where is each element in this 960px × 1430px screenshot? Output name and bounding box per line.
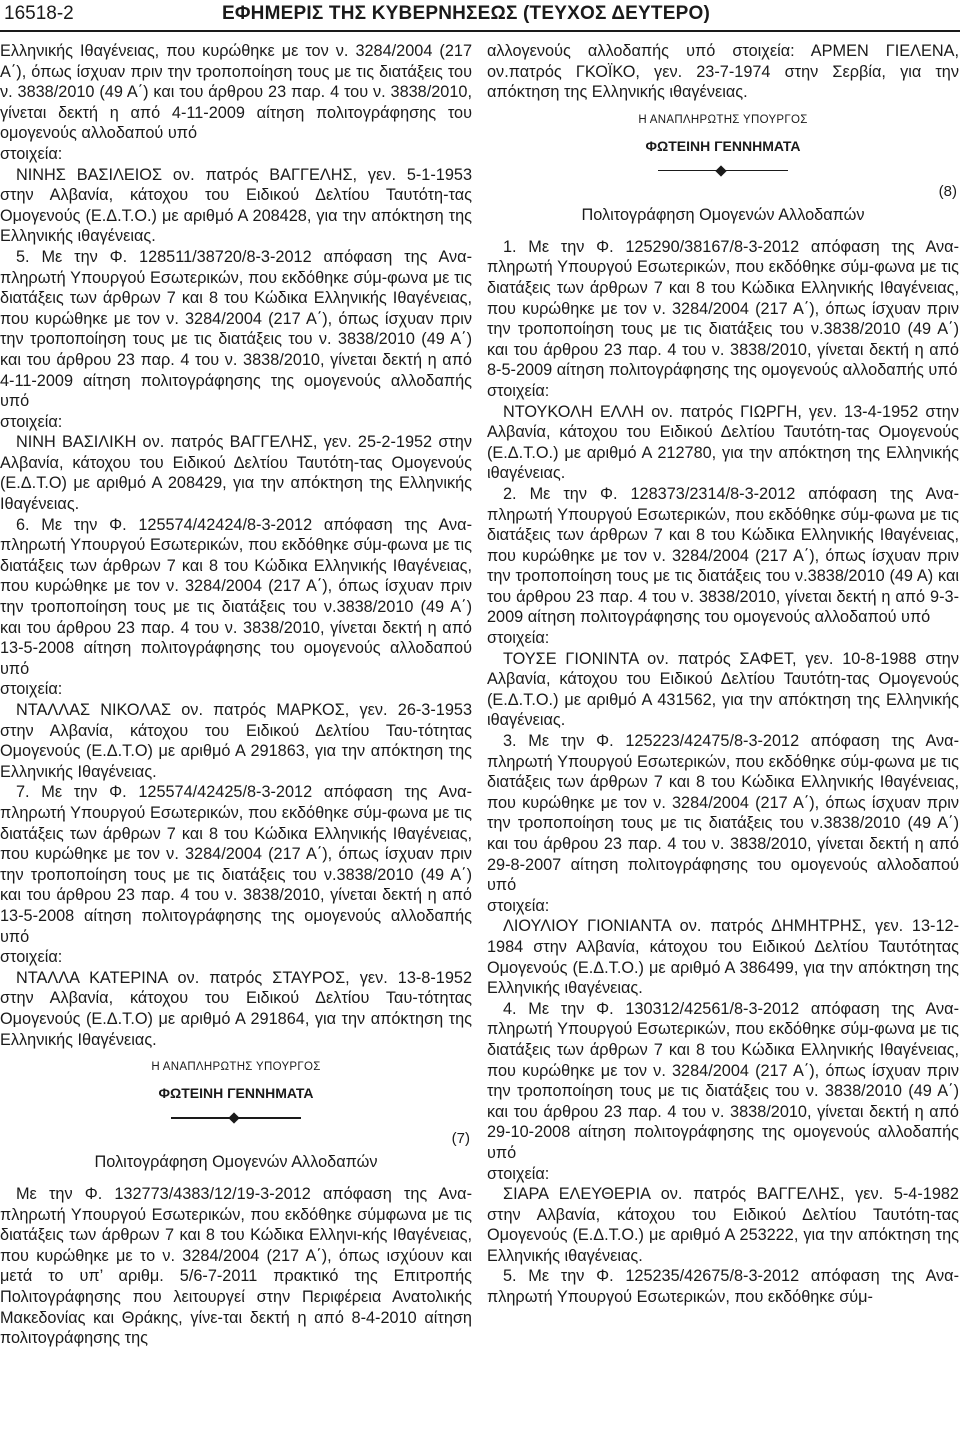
paragraph-label: στοιχεία: (487, 629, 550, 648)
person-entry: ΣΙΑΡΑ ΕΛΕΥΘΕΡΙΑ ον. πατρός ΒΑΓΓΕΛΗΣ, γεν. 5-4-1982 στην Αλβανία, κάτοχου του Ειδικού Δελτίου Ταυτότη-τας Ομογενούς (Ε.Δ.Τ.Ο.) με αριθμό Α 253222, για την απόκτηση της Ελληνικής ιθαγένειας. (487, 1185, 959, 1265)
section-heading (0, 1130, 472, 1174)
paragraph-decision-2: 2. Με την Φ. 128373/2314/8-3-2012 απόφαση της Ανα-πληρωτή Υπουργού Εσωτερικών, που εκδόθηκε σύμ-φωνα με τις διατάξεις των άρθρων 7 και 8 του Κώδικα Ελληνικής Ιθαγένειας, που κυρώθηκε με τον ν. 3284/2004 (217 Α΄), όπως ίσχυαν πριν την τροποποίηση τους με τις διατάξεις του ν.3838/2010 (49 Α) και του άρθρου 23 παρ. 4 του ν. 3838/2010, γίνεται δεκτή η από 9-3-2009 αίτηση πολιτογράφησης του ομογενούς αλλοδαπού υπό (487, 484, 959, 627)
signature-block (487, 113, 959, 177)
person-entry: ΝΙΝΗ ΒΑΣΙΛΙΚΗ ον. πατρός ΒΑΓΓΕΛΗΣ, γεν. 25-2-1952 στην Αλβανία, κάτοχου του Ειδικού Δελτίου Ταυτότη-τας Ομογενούς (Ε.Δ.Τ.Ο) με αριθμό Α 208429, για την απόκτηση της Ελληνικής Ιθαγένειας. (0, 433, 472, 514)
paragraph-decision-5: 5. Με την Φ. 125235/42675/8-3-2012 απόφαση της Ανα-πληρωτή Υπουργού Εσωτερικών, που εκδόθηκε σύμ- (487, 1267, 959, 1307)
paragraph-decision-6: 6. Με την Φ. 125574/42424/8-3-2012 απόφαση της Ανα-πληρωτή Υπουργού Εσωτερικών, που εκδόθηκε σύμ-φωνα με τις διατάξεις των άρθρων 7 και 8 του Κώδικα Ελληνικής Ιθαγένειας, που κυρώθηκε με τον ν. 3284/2004 (217 Α΄), όπως ίσχυαν πριν την τροποποίηση τους με τις διατάξεις του ν.3838/2010 (49 Α΄) και του άρθρου 23 παρ. 4 του ν. 3838/2010, γίνεται δεκτή η από 13-5-2008 αίτηση πολιτογράφησης του ομογενούς αλλοδαπού υπό (0, 515, 472, 678)
paragraph-intro: Ελληνικής Ιθαγένειας, που κυρώθηκε με τον ν. 3284/2004 (217 Α΄), όπως ίσχυαν πριν την τροποποίηση τους με τις διατάξεις του ν. 3838/2010 (49 Α΄) και του άρθρου 23 παρ. 4 του ν. 3838/2010, γίνεται δεκτή η από 4-11-2009 αίτηση πολιτογράφησης του ομογενούς αλλοδαπού υπό (0, 42, 472, 143)
person-entry: ΝΤΑΛΛΑΣ ΝΙΚΟΛΑΣ ον. πατρός ΜΑΡΚΟΣ, γεν. 26-3-1953 στην Αλβανία, κάτοχου του Ειδικού Δελτίου Ταυ-τότητας Ομογενούς (Ε.Δ.Τ.Ο) με αριθμό Α 291863, για την απόκτηση της Ελληνικής Ιθαγένειας. (0, 701, 472, 781)
signatory-role: Η ΑΝΑΠΛΗΡΩΤΗΣ ΥΠΟΥΡΓΟΣ (638, 113, 808, 126)
gazette-title: ΕΦΗΜΕΡΙΣ ΤΗΣ ΚΥΒΕΡΝΗΣΕΩΣ (ΤΕΥΧΟΣ ΔΕΥΤΕΡΟ) (222, 3, 710, 24)
diamond-icon (715, 165, 726, 176)
header-rule (0, 30, 960, 32)
section-separator (658, 165, 788, 177)
person-entry: ΝΤΑΛΛΑ ΚΑΤΕΡΙΝΑ ον. πατρός ΣΤΑΥΡΟΣ, γεν. 13-8-1952 στην Αλβανία, κάτοχου του Ειδικού Δελτίου Ταυ-τότητας Ομογενούς (Ε.Δ.Τ.Ο) με αριθμό Α 291864, για την απόκτηση της Ελληνικής Ιθαγένειας. (0, 968, 472, 1049)
paragraph-decision-7: 7. Με την Φ. 125574/42425/8-3-2012 απόφαση της Ανα-πληρωτή Υπουργού Εσωτερικών, που εκδόθηκε σύμ-φωνα με τις διατάξεις των άρθρων 7 και 8 του Κώδικα Ελληνικής Ιθαγένειας, που κυρώθηκε με τον ν. 3284/2004 (217 Α΄), όπως ίσχυαν πριν την τροποποίηση τους με τις διατάξεις του ν.3838/2010 (49 Α΄) και του άρθρου 23 παρ. 4 του ν. 3838/2010, γίνεται δεκτή η από 13-5-2008 αίτηση πολιτογράφησης της ομογενούς αλλοδαπής υπό (0, 783, 472, 946)
person-entry: ΝΤΟΥΚΟΛΗ ΕΛΛΗ ον. πατρός ΓΙΩΡΓΗ, γεν. 13-4-1952 στην Αλβανία, κάτοχου του Ειδικού Δελτίου Ταυτότη-τας Ομογενούς (Ε.Δ.Τ.Ο.) με αριθμό Α 212780, για την απόκτηση της Ελληνικής ιθαγένειας. (487, 402, 959, 483)
signatory-role: Η ΑΝΑΠΛΗΡΩΤΗΣ ΥΠΟΥΡΓΟΣ (151, 1061, 321, 1074)
right-column (487, 41, 959, 1308)
paragraph-decision-1: 1. Με την Φ. 125290/38167/8-3-2012 απόφαση της Ανα-πληρωτή Υπουργού Εσωτερικών, που εκδόθηκε σύμ-φωνα με τις διατάξεις των άρθρων 7 και 8 του Κώδικα Ελληνικής Ιθαγένειας, που κυρώθηκε με τον ν. 3284/2004 (217 Α΄), όπως ίσχυαν πριν την τροποποίηση τους με τις διατάξεις του ν.3838/2010 (49 Α΄) και του άρθρου 23 παρ. 4 του ν. 3838/2010, γίνεται δεκτή η από 8-5-2009 αίτηση πολιτογράφησης της ομογενούς αλλοδαπής υπό (487, 237, 959, 380)
paragraph-label: στοιχεία: (0, 948, 63, 967)
section-number: (7) (451, 1130, 470, 1148)
section-number: (8) (938, 182, 957, 200)
diamond-icon (228, 1112, 239, 1123)
signatory-name: ΦΩΤΕΙΝΗ ΓΕΝΝΗΜΑΤΑ (645, 137, 801, 154)
section-title: Πολιτογράφηση Ομογενών Αλλοδαπών (581, 205, 865, 224)
paragraph-label: στοιχεία: (487, 381, 550, 400)
paragraph-label: στοιχεία: (0, 680, 63, 699)
paragraph-continuation: αλλογενούς αλλοδαπής υπό στοιχεία: ΑΡΜΕΝ ΓΙΕΛΕΝΑ, ον.πατρός ΓΚΟΪΚΟ, γεν. 23-7-1974 στην Σερβία, για την απόκτηση της Ελληνικής ιθαγένειας. (487, 42, 959, 102)
person-entry: ΛΙΟΥΛΙΟΥ ΓΙΟΝΙΑΝΤΑ ον. πατρός ΔΗΜΗΤΡΗΣ, γεν. 13-12-1984 στην Αλβανία, κάτοχου του Ειδικού Δελτίου Ταυτότητας Ομογενούς (Ε.Δ.Τ.Ο.) με αριθμό Α 386499, για την απόκτηση της Ελληνικής ιθαγένειας. (487, 917, 959, 998)
paragraph-decision-3: 3. Με την Φ. 125223/42475/8-3-2012 απόφαση της Ανα-πληρωτή Υπουργού Εσωτερικών, που εκδόθηκε σύμ-φωνα με τις διατάξεις των άρθρων 7 και 8 του Κώδικα Ελληνικής Ιθαγένειας, που κυρώθηκε με τον ν. 3284/2004 (217 Α΄), όπως ίσχυαν πριν την τροποποίηση τους με τις διατάξεις του ν.3838/2010 (49 Α΄) και του άρθρου 23 παρ. 4 του ν. 3838/2010, γίνεται δεκτή η από 29-8-2007 αίτηση πολιτογράφησης του ομογενούς αλλοδαπού υπό (487, 732, 959, 895)
section-separator (171, 1112, 301, 1124)
person-entry: ΝΙΝΗΣ ΒΑΣΙΛΕΙΟΣ ον. πατρός ΒΑΓΓΕΛΗΣ, γεν. 5-1-1953 στην Αλβανία, κάτοχου του Ειδικού Δελτίου Ταυτότη-τας Ομογενούς (Ε.Δ.Τ.Ο.) με αριθμό Α 208428, για την απόκτηση της Ελληνικής ιθαγένειας. (0, 165, 472, 246)
section-title: Πολιτογράφηση Ομογενών Αλλοδαπών (94, 1153, 378, 1172)
paragraph-decision-5: 5. Με την Φ. 128511/38720/8-3-2012 απόφαση της Ανα-πληρωτή Υπουργού Εσωτερικών, που εκδόθηκε σύμ-φωνα με τις διατάξεις των άρθρων 7 και 8 του Κώδικα Ελληνικής Ιθαγένειας, που κυρώθηκε με τον ν. 3284/2004 (217 Α΄), όπως ίσχυαν πριν την τροποποίηση τους με τις διατάξεις του ν. 3838/2010 (49 Α΄) και του άρθρου 23 παρ. 4 του ν. 3838/2010, γίνεται δεκτή η από 4-11-2009 αίτηση πολιτογράφησης της ομογενούς αλλοδαπής υπό (0, 247, 472, 411)
paragraph-label: στοιχεία: (0, 412, 63, 431)
paragraph-decision-4: 4. Με την Φ. 130312/42561/8-3-2012 απόφαση της Ανα-πληρωτή Υπουργού Εσωτερικών, που εκδόθηκε σύμ-φωνα με τις διατάξεις των άρθρων 7 και 8 του Κώδικα Ελληνικής Ιθαγένειας, που κυρώθηκε με τον ν. 3284/2004 (217 Α΄), όπως ίσχυαν πριν την τροποποίηση τους με τις διατάξεις του ν. 3838/2010 (49 Α΄) και του άρθρου 23 παρ. 4 του ν. 3838/2010, γίνεται δεκτή η από 29-10-2008 αίτηση πολιτογράφησης της ομογενούς αλλοδαπής υπό (487, 999, 959, 1162)
signature-block (0, 1060, 472, 1124)
paragraph-label: στοιχεία: (487, 1164, 550, 1183)
paragraph-label: στοιχεία: (487, 896, 550, 915)
paragraph-decision: Με την Φ. 132773/4383/12/19-3-2012 απόφαση της Ανα-πληρωτή Υπουργού Εσωτερικών, που εκδόθηκε σύμφωνα με τις διατάξεις των άρθρων 7 και 8 του Κώδικα Ελληνι-κής Ιθαγένειας, που κυρώθηκε με το ν. 3284/2004 (217 Α΄), όπως ισχύουν και μετά το υπ’ αριθμ. 5/6-7-2011 πρακτικό της Επιτροπής Πολιτογράφησης που λειτουργεί στην Περιφέρεια Ανατολικής Μακεδονίας και Θράκης, γίνε-ται δεκτή η από 8-4-2010 αίτηση πολιτογράφησης της (0, 1185, 472, 1348)
signatory-name: ΦΩΤΕΙΝΗ ΓΕΝΝΗΜΑΤΑ (158, 1085, 314, 1102)
page-number: 16518-2 (4, 3, 74, 24)
person-entry: ΤΟΥΣΕ ΓΙΟΝΙΝΤΑ ον. πατρός ΣΑΦΕΤ, γεν. 10-8-1988 στην Αλβανία, κάτοχου του Ειδικού Δελτίου Ταυτότη-τας Ομογενούς (Ε.Δ.Τ.Ο.) με αριθμό Α 431562, για την απόκτηση της Ελληνικής ιθαγένειας. (487, 649, 959, 730)
left-column (0, 41, 472, 1349)
section-heading (487, 183, 959, 227)
page-header (0, 0, 960, 34)
paragraph-label: στοιχεία: (0, 144, 63, 163)
